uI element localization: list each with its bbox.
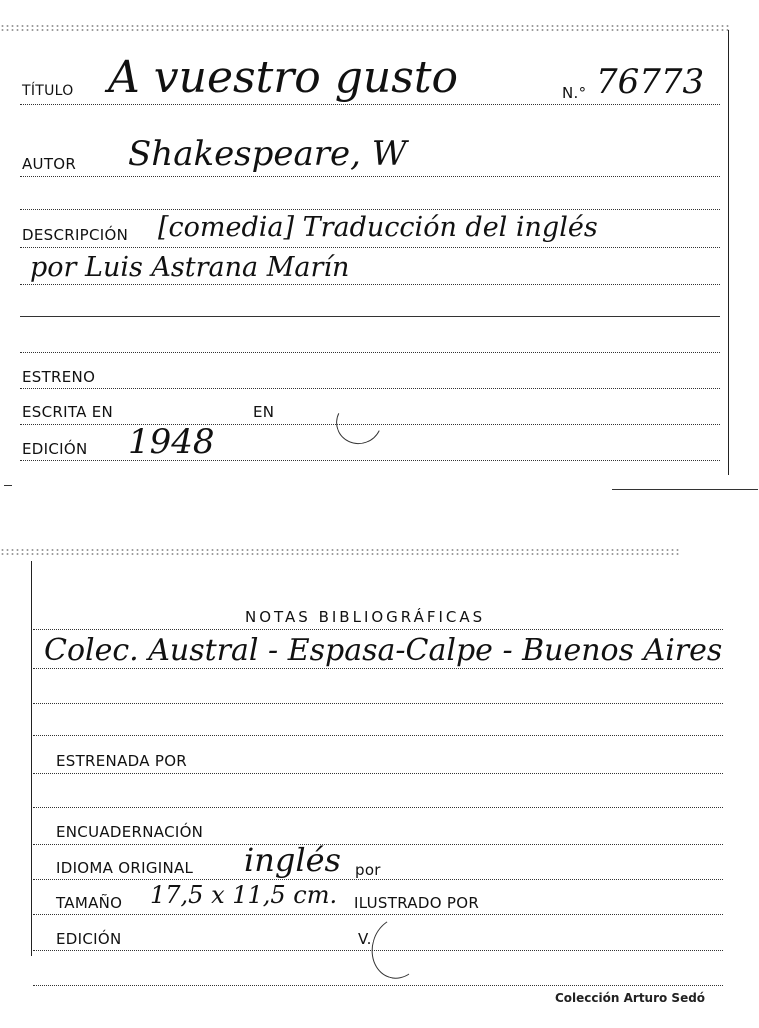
idioma-original-line: [33, 879, 723, 880]
descripcion-line-2: [20, 284, 720, 285]
titulo-label: TÍTULO: [22, 83, 74, 99]
descripcion-line-3: [20, 316, 720, 317]
catalog-card-top: [0, 0, 759, 505]
notas-value: Colec. Austral - Espasa-Calpe - Buenos Aires: [44, 633, 723, 668]
card-right-border: [728, 30, 729, 475]
descripcion-label: DESCRIPCIÓN: [22, 226, 129, 244]
ink-mark-2: [365, 911, 431, 984]
ink-mark: [330, 393, 388, 450]
encuadernacion-label: ENCUADERNACIÓN: [56, 823, 204, 841]
edicion-line-2: [33, 950, 723, 951]
notas-line-2: [33, 703, 723, 704]
tamano-value: 17,5 x 11,5 cm.: [150, 881, 338, 909]
descripcion-value-line1: [comedia] Traducción del inglés: [158, 212, 598, 243]
en-label: EN: [253, 403, 275, 421]
catalog-card-bottom: [0, 545, 759, 1028]
notas-line-0: [33, 629, 723, 630]
estreno-label: ESTRENO: [22, 368, 96, 386]
descripcion-value-line2: por Luis Astrana Marín: [30, 252, 350, 283]
estrenada-por-line: [33, 773, 723, 774]
edicion-label: EDICIÓN: [22, 440, 88, 458]
card-left-border: [31, 561, 32, 956]
edge-mark-left: [4, 485, 12, 486]
blank-line-4: [33, 985, 723, 986]
idioma-original-value: inglés: [244, 841, 341, 879]
descripcion-line-1: [20, 247, 720, 248]
tamano-line: [33, 914, 723, 915]
escrita-en-label: ESCRITA EN: [22, 403, 114, 421]
por-label: por: [355, 861, 381, 879]
edicion-label-2: EDICIÓN: [56, 930, 122, 948]
numero-value: 76773: [596, 62, 705, 102]
blank-line-3: [33, 807, 723, 808]
card-top-edge: [0, 24, 730, 32]
encuadernacion-line: [33, 844, 723, 845]
tamano-label: TAMAÑO: [56, 894, 123, 912]
titulo-line: [20, 104, 720, 105]
blank-line-1: [20, 209, 720, 210]
idioma-original-label: IDIOMA ORIGINAL: [56, 859, 194, 877]
card-bottom-edge: [0, 548, 680, 556]
notas-line-3: [33, 735, 723, 736]
v-label: V.: [358, 930, 372, 948]
titulo-value: A vuestro gusto: [108, 52, 459, 103]
edge-mark-right: [612, 489, 758, 490]
numero-label: N.°: [562, 84, 587, 102]
estreno-line: [20, 388, 720, 389]
blank-line-2: [20, 352, 720, 353]
notas-title: NOTAS BIBLIOGRÁFICAS: [245, 608, 486, 626]
notas-line-1: [33, 668, 723, 669]
autor-label: AUTOR: [22, 155, 77, 173]
edicion-value: 1948: [128, 422, 215, 462]
autor-value: Shakespeare, W: [128, 134, 407, 174]
edicion-line: [20, 460, 720, 461]
collection-footer: Colección Arturo Sedó: [555, 991, 706, 1005]
autor-line: [20, 176, 720, 177]
ilustrado-por-label: ILUSTRADO POR: [354, 894, 480, 912]
estrenada-por-label: ESTRENADA POR: [56, 752, 188, 770]
